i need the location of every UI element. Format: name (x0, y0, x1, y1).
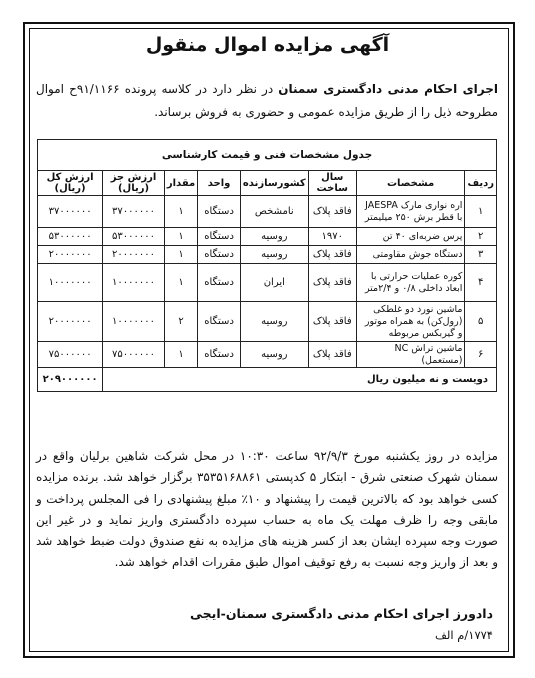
cell-total-price: ۳۷۰۰۰۰۰۰ (38, 196, 103, 228)
cell-unit: دستگاه (198, 228, 241, 246)
cell-unit-price: ۱۰۰۰۰۰۰۰ (103, 302, 165, 342)
col-header-country: کشورسازنده (240, 171, 308, 196)
cell-specs: دستگاه جوش مقاومتی (356, 246, 465, 264)
items-table (37, 139, 497, 392)
cell-qty: ۱ (164, 342, 197, 368)
cell-unit-price: ۷۵۰۰۰۰۰۰ (103, 342, 165, 368)
cell-country: روسیه (240, 302, 308, 342)
cell-unit: دستگاه (198, 264, 241, 302)
cell-country: روسیه (240, 228, 308, 246)
cell-year: فاقد پلاک (308, 342, 356, 368)
cell-specs: ماشین تراش NC (مستعمل) (356, 342, 465, 368)
cell-year: ۱۹۷۰ (308, 228, 356, 246)
signature-line: دادورز اجرای احکام مدنی دادگستری سمنان-ایجی (190, 606, 493, 621)
cell-country: روسیه (240, 342, 308, 368)
cell-row-no: ۵ (465, 302, 497, 342)
cell-unit-price: ۵۳۰۰۰۰۰۰ (103, 228, 165, 246)
notice-title: آگهی مزایده اموال منقول (145, 34, 390, 56)
cell-row-no: ۴ (465, 264, 497, 302)
cell-unit: دستگاه (198, 196, 241, 228)
cell-qty: ۱ (164, 196, 197, 228)
cell-row-no: ۶ (465, 342, 497, 368)
cell-unit: دستگاه (198, 302, 241, 342)
cell-unit: دستگاه (198, 246, 241, 264)
reference-number: ۱۷۷۴/م الف (435, 628, 493, 642)
cell-specs: کوره عملیات حرارتی با ابعاد داخلی ۰/۸ و ۲/۴متر (356, 264, 465, 302)
cell-unit-price: ۳۷۰۰۰۰۰۰ (103, 196, 165, 228)
cell-row-no: ۱ (465, 196, 497, 228)
cell-country: روسیه (240, 246, 308, 264)
table-total-row (38, 368, 497, 392)
table-row (38, 264, 497, 302)
table-row (38, 246, 497, 264)
table-caption: جدول مشخصات فنی و قیمت کارشناسی (38, 140, 497, 171)
cell-total-price: ۵۳۰۰۰۰۰۰ (38, 228, 103, 246)
col-header-year: سال ساخت (308, 171, 356, 196)
col-header-row-no: ردیف (465, 171, 497, 196)
cell-total-price: ۱۰۰۰۰۰۰۰ (38, 264, 103, 302)
auction-terms-paragraph: مزایده در روز یکشنبه مورخ ۹۲/۹/۳ ساعت ۱۰:۳۰ در محل شرکت شاهین برلیان واقع در سمنان شهرک صنعتی شرق - ابتکار ۵ کدپستی ۳۵۳۵۱۶۸۸۶۱ برگزار خواهد شد. برنده مزایده کسی خواهد بود که بالاترین قیمت را پیشنهاد و ۱۰٪ مبلغ پیشنهادی را فی المجلس پرداخت و مابقی وجه را ظرف مهلت یک ماه به حساب سپرده دادگستری واریز نماید و در غیر این صورت وجه سپرده ایشان بعد از کسر هزینه های مزایده به نفع صندوق دولت ضبط خواهد شد و بعد از واریز وجه نسبت به رفع توقیف اموال طبق مقررات اقدام خواهد شد. (36, 449, 499, 570)
cell-row-no: ۲ (465, 228, 497, 246)
cell-row-no: ۳ (465, 246, 497, 264)
cell-qty: ۱ (164, 246, 197, 264)
cell-total-price: ۲۰۰۰۰۰۰۰ (38, 246, 103, 264)
cell-unit: دستگاه (198, 342, 241, 368)
cell-specs: پرس ضربه‌ای ۴۰ تن (356, 228, 465, 246)
cell-qty: ۱ (164, 228, 197, 246)
cell-year: فاقد پلاک (308, 246, 356, 264)
cell-qty: ۱ (164, 264, 197, 302)
col-header-qty: مقدار (164, 171, 197, 196)
col-header-unit: واحد (198, 171, 241, 196)
intro-paragraph (36, 78, 498, 124)
cell-unit-price: ۲۰۰۰۰۰۰۰ (103, 246, 165, 264)
cell-year: فاقد پلاک (308, 196, 356, 228)
table-header-row (38, 171, 497, 196)
table-row (38, 228, 497, 246)
cell-specs: ماشین نورد دو غلطکی (رول‌کن) به همراه موتور و گیربکس مربوطه (356, 302, 465, 342)
cell-country: ایران (240, 264, 308, 302)
total-amount-words: دویست و نه میلیون ریال (103, 368, 497, 392)
table-row (38, 342, 497, 368)
cell-country: نامشخص (240, 196, 308, 228)
issuer-name: اجرای احکام مدنی دادگستری سمنان (278, 82, 498, 96)
cell-year: فاقد پلاک (308, 264, 356, 302)
table-row (38, 302, 497, 342)
cell-specs: اره نواری مارک JAESPA با قطر برش ۲۵۰ میلیمتر (356, 196, 465, 228)
cell-total-price: ۲۰۰۰۰۰۰۰ (38, 302, 103, 342)
cell-qty: ۲ (164, 302, 197, 342)
intro-text: در نظر دارد در کلاسه پرونده ۹۱/۱۱۶۶ح اموال مطروحه ذیل را از طریق مزایده عمومی و حضوری به فروش برساند. (36, 82, 498, 119)
col-header-total-price: ارزش کل (ریال) (38, 171, 103, 196)
cell-unit-price: ۱۰۰۰۰۰۰۰ (103, 264, 165, 302)
table-row (38, 196, 497, 228)
cell-year: فاقد پلاک (308, 302, 356, 342)
col-header-unit-price: ارزش جز (ریال) (103, 171, 165, 196)
cell-total-price: ۷۵۰۰۰۰۰۰ (38, 342, 103, 368)
total-amount-value: ۲۰۹۰۰۰۰۰۰ (38, 368, 103, 392)
col-header-specs: مشخصات (356, 171, 465, 196)
